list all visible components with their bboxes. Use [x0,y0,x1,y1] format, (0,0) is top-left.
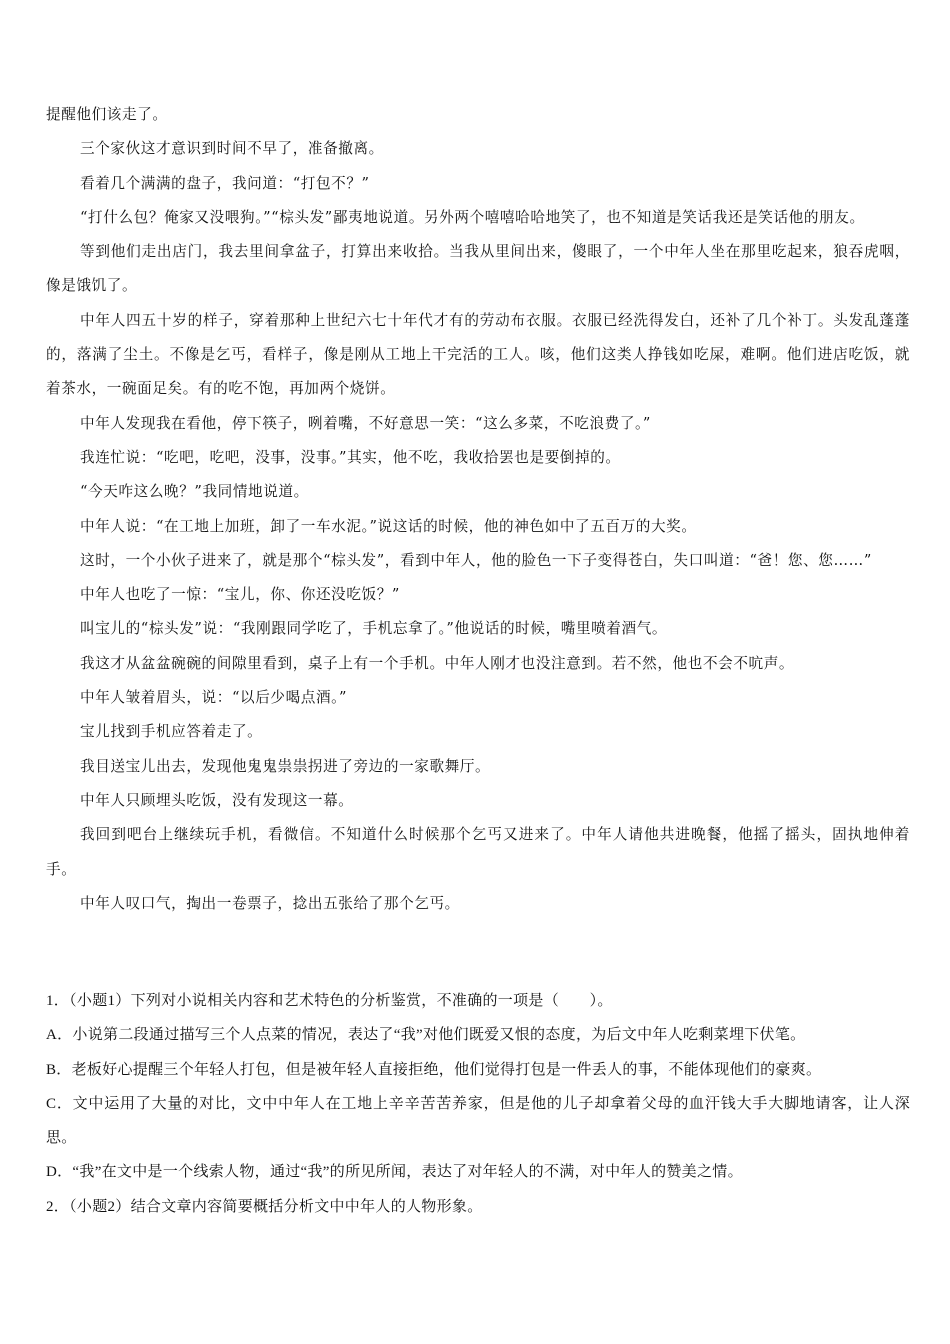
paragraph: 我目送宝儿出去，发现他鬼鬼祟祟拐进了旁边的一家歌舞厅。 [80,757,491,775]
story-passage [46,98,910,921]
paragraph: 中年人发现我在看他，停下筷子，咧着嘴，不好意思一笑：“这么多菜，不吃浪费了。” [80,414,651,432]
question-2-stem: 2．（小题2）结合文章内容简要概括分析文中中年人的人物形象。 [46,1198,483,1215]
paragraph: 宝儿找到手机应答着走了。 [80,723,263,741]
paragraph: 我回到吧台上继续玩手机，看微信。不知道什么时候那个乞丐又进来了。中年人请他共进晚餐，他摇了摇头，固执地伸着手。 [46,826,910,878]
question-1-option-c: C．文中运用了大量的对比，文中中年人在工地上辛辛苦苦养家，但是他的儿子却拿着父母的血汗钱大手大脚地请客，让人深思。 [46,1095,910,1147]
paragraph: 我这才从盆盆碗碗的间隙里看到，桌子上有一个手机。中年人刚才也没注意到。若不然，他也不会不吭声。 [80,654,795,672]
paragraph: 我连忙说：“吃吧，吃吧，没事，没事。”其实，他不吃，我收拾罢也是要倒掉的。 [80,448,621,466]
paragraph: 中年人皱着眉头，说：“以后少喝点酒。” [80,689,348,707]
paragraph: “今天咋这么晚？”我同情地说道。 [80,483,309,501]
question-1-stem: 1．（小题1）下列对小说相关内容和艺术特色的分析鉴赏，不准确的一项是（ ）。 [46,993,613,1009]
paragraph: “打什么包？俺家又没喂狗。”“棕头发”鄙夷地说道。另外两个嘻嘻哈哈地笑了，也不知道是笑话我还是笑话他的朋友。 [80,208,865,226]
question-1-option-a: A．小说第二段通过描写三个人点菜的情况，表达了“我”对他们既爱又恨的态度，为后文中年人吃剩菜埋下伏笔。 [46,1027,806,1044]
paragraph: 中年人说：“在工地上加班，卸了一车水泥。”说这话的时候，他的神色如中了五百万的大奖。 [80,517,697,535]
questions-section [46,984,910,1224]
paragraph: 中年人也吃了一惊：“宝儿，你、你还没吃饭？” [80,586,400,604]
paragraph: 等到他们走出店门，我去里间拿盆子，打算出来收拾。当我从里间出来，傻眼了，一个中年人坐在那里吃起来，狼吞虎咽，像是饿饥了。 [46,243,910,295]
paragraph: 三个家伙这才意识到时间不早了，准备撤离。 [80,140,384,158]
paragraph: 中年人只顾埋头吃饭，没有发现这一幕。 [80,791,354,809]
question-1-option-d: D．“我”在文中是一个线索人物，通过“我”的所见所闻，表达了对年轻人的不满，对中年人的赞美之情。 [46,1164,743,1181]
paragraph: 看着几个满满的盘子，我问道：“打包不？” [80,174,370,192]
question-1-option-b: B．老板好心提醒三个年轻人打包，但是被年轻人直接拒绝，他们觉得打包是一件丢人的事，不能体现他们的豪爽。 [46,1061,822,1078]
paragraph-continuation: 提醒他们该走了。 [46,106,168,123]
paragraph: 中年人叹口气，掏出一卷票子，捻出五张给了那个乞丐。 [80,894,460,912]
paragraph: 这时，一个小伙子进来了，就是那个“棕头发”，看到中年人，他的脸色一下子变得苍白，失口叫道：“爸！您、您……” [80,551,872,569]
paragraph: 中年人四五十岁的样子，穿着那种上世纪六七十年代才有的劳动布衣服。衣服已经洗得发白，还补了几个补丁。头发乱蓬蓬的，落满了尘土。不像是乞丐，看样子，像是刚从工地上干完活的工人。咳，他们这类人挣钱如吃屎，难啊。他们进店吃饭，就着茶水，一碗面足矣。有的吃不饱，再加两个烧饼。 [46,311,910,398]
paragraph: 叫宝儿的“棕头发”说：“我刚跟同学吃了，手机忘拿了。”他说话的时候，嘴里喷着酒气。 [80,620,668,638]
